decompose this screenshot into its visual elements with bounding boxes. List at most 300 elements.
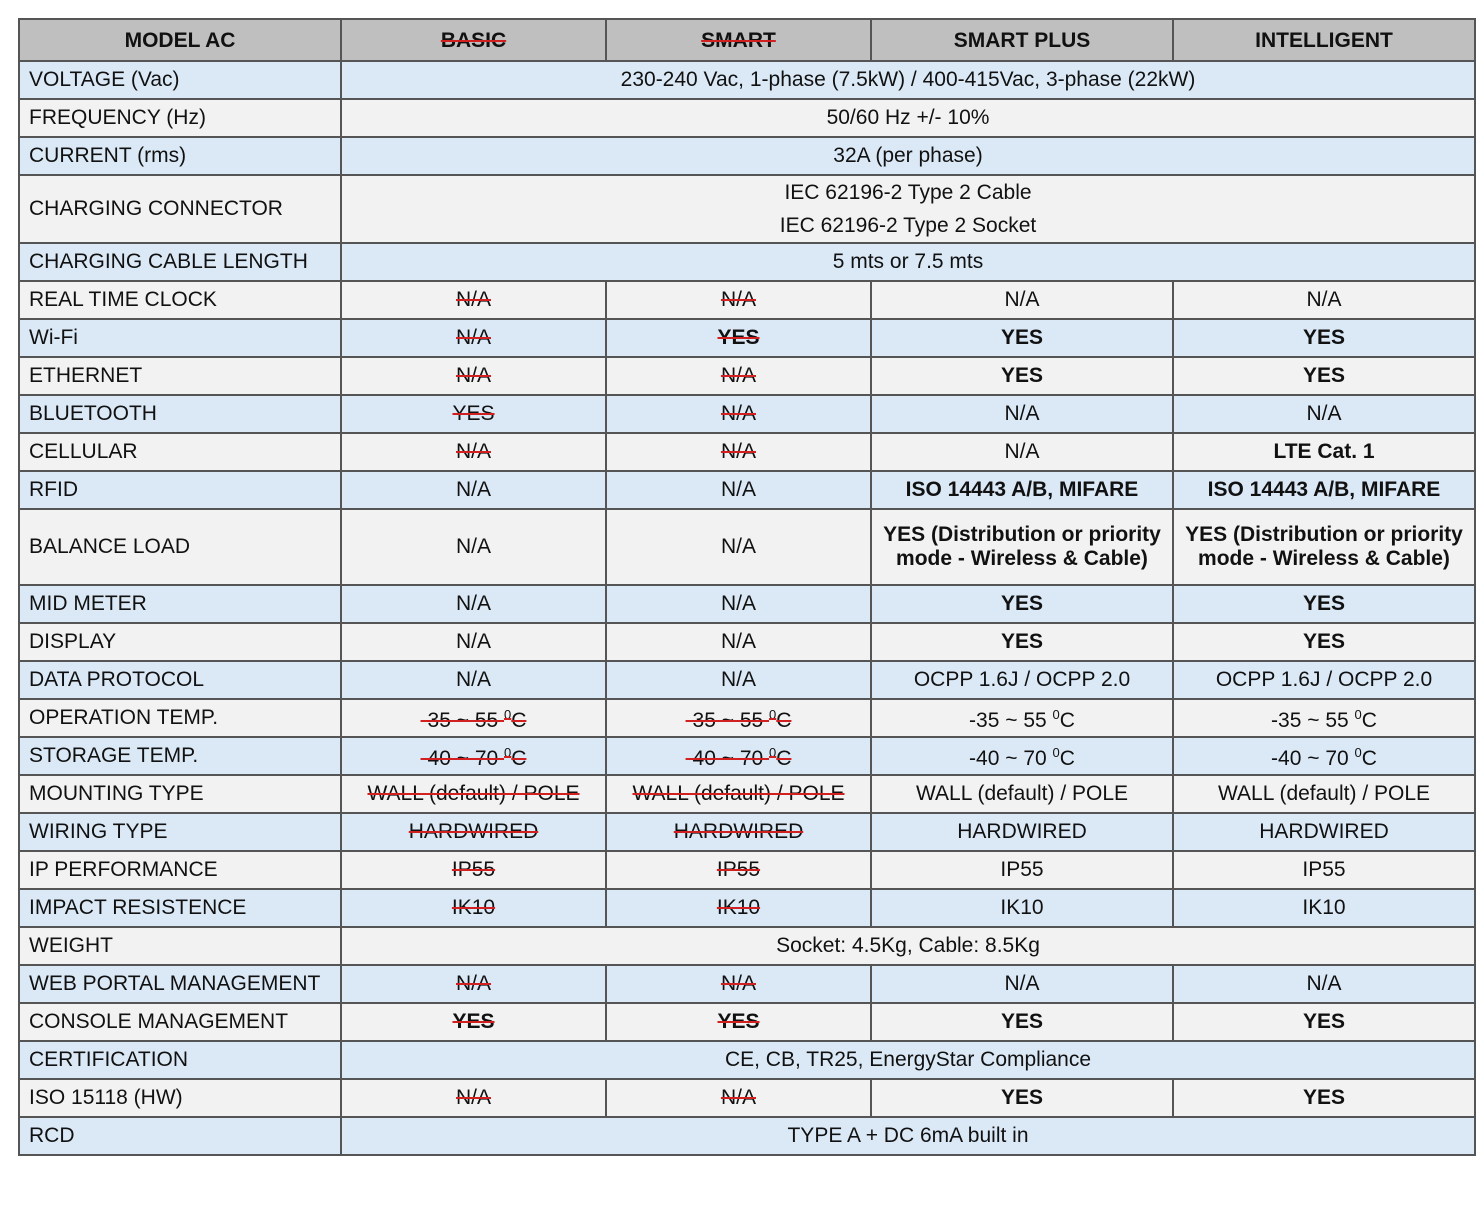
row-label: OPERATION TEMP. bbox=[19, 699, 341, 737]
value-text: -35 ~ 55 bbox=[969, 709, 1053, 732]
cell-smart-plus bbox=[871, 509, 1173, 585]
row-label: CURRENT (rms) bbox=[19, 137, 341, 175]
value-text: N/A bbox=[1004, 440, 1040, 463]
merged-value-cell: 32A (per phase) bbox=[341, 137, 1475, 175]
cell-value bbox=[1004, 288, 1039, 311]
value-text: HARDWIRED bbox=[1259, 820, 1389, 843]
cell-value bbox=[1004, 972, 1039, 995]
cell-smart-plus bbox=[871, 395, 1173, 433]
value-text: IP55 bbox=[716, 858, 761, 881]
cell-value bbox=[1306, 288, 1341, 311]
cell-basic bbox=[341, 1079, 606, 1117]
value-text: N/A bbox=[455, 668, 491, 691]
cell-value bbox=[717, 1010, 759, 1033]
cell-basic bbox=[341, 281, 606, 319]
cell-smart bbox=[606, 661, 871, 699]
cell-intelligent bbox=[1173, 851, 1475, 889]
row-label: STORAGE TEMP. bbox=[19, 737, 341, 775]
row-label: IP PERFORMANCE bbox=[19, 851, 341, 889]
value-text: N/A bbox=[455, 1086, 491, 1109]
cell-value bbox=[1000, 858, 1043, 881]
cell-value bbox=[957, 820, 1087, 843]
row-label: WIRING TYPE bbox=[19, 813, 341, 851]
value-text: LTE Cat. 1 bbox=[1273, 440, 1375, 463]
cell-value bbox=[1000, 896, 1043, 919]
degree-sup: 0 bbox=[1354, 707, 1362, 722]
value-text: -40 ~ 70 bbox=[685, 747, 770, 770]
degree-sup: 0 bbox=[769, 745, 777, 760]
table-row bbox=[19, 1003, 1475, 1041]
cell-value bbox=[1185, 523, 1463, 570]
value-text: HARDWIRED bbox=[408, 820, 539, 843]
merged-value-cell: Socket: 4.5Kg, Cable: 8.5Kg bbox=[341, 927, 1475, 965]
table-row bbox=[19, 1079, 1475, 1117]
degree-sup: 0 bbox=[1052, 707, 1060, 722]
value-text: IK10 bbox=[1000, 896, 1044, 919]
cell-smart bbox=[606, 1003, 871, 1041]
cell-intelligent bbox=[1173, 1079, 1475, 1117]
cell-intelligent bbox=[1173, 433, 1475, 471]
degree-sup: 0 bbox=[504, 745, 512, 760]
row-label: WEB PORTAL MANAGEMENT bbox=[19, 965, 341, 1003]
cell-smart bbox=[606, 623, 871, 661]
cell-smart-plus bbox=[871, 737, 1173, 775]
unit-text: C bbox=[1059, 747, 1075, 770]
cell-intelligent bbox=[1173, 813, 1475, 851]
cell-value bbox=[1306, 402, 1341, 425]
cell-basic bbox=[341, 699, 606, 737]
value-text: YES bbox=[452, 1010, 495, 1033]
cell-value bbox=[674, 820, 804, 843]
value-text: N/A bbox=[1306, 402, 1342, 425]
table-row bbox=[19, 965, 1475, 1003]
cell-value bbox=[456, 535, 491, 558]
cell-value bbox=[721, 972, 756, 995]
value-text: YES bbox=[1000, 364, 1044, 387]
row-label: CELLULAR bbox=[19, 433, 341, 471]
cell-basic bbox=[341, 509, 606, 585]
table-row bbox=[19, 281, 1475, 319]
value-text: N/A bbox=[455, 326, 491, 349]
cell-value bbox=[456, 668, 491, 691]
cell-value bbox=[1001, 630, 1043, 653]
degree-sup: 0 bbox=[1354, 745, 1362, 760]
value-text: YES bbox=[1000, 1010, 1044, 1033]
value-text: N/A bbox=[720, 478, 756, 501]
header-smart-plus: SMART PLUS bbox=[871, 19, 1173, 61]
value-text: WALL (default) / POLE bbox=[367, 782, 580, 805]
row-label: RCD bbox=[19, 1117, 341, 1155]
value-text: N/A bbox=[720, 535, 756, 558]
table-row bbox=[19, 813, 1475, 851]
value-text: ISO 14443 A/B, MIFARE bbox=[1207, 478, 1441, 501]
row-label: VOLTAGE (Vac) bbox=[19, 61, 341, 99]
value-text: N/A bbox=[1004, 402, 1040, 425]
table-row bbox=[19, 243, 1475, 281]
cell-value bbox=[916, 782, 1128, 805]
table-row bbox=[19, 61, 1475, 99]
cell-value bbox=[686, 747, 792, 770]
cell-value bbox=[1303, 1086, 1345, 1109]
cell-smart-plus bbox=[871, 585, 1173, 623]
row-label: Wi-Fi bbox=[19, 319, 341, 357]
row-label: DATA PROTOCOL bbox=[19, 661, 341, 699]
cell-smart-plus bbox=[871, 661, 1173, 699]
cell-basic bbox=[341, 585, 606, 623]
cell-value bbox=[717, 858, 760, 881]
cell-value bbox=[1218, 782, 1430, 805]
value-text: N/A bbox=[455, 364, 491, 387]
cell-basic bbox=[341, 1003, 606, 1041]
cell-basic bbox=[341, 357, 606, 395]
cell-value bbox=[452, 896, 495, 919]
table-row bbox=[19, 775, 1475, 813]
table-body bbox=[19, 61, 1475, 1155]
table-row bbox=[19, 699, 1475, 737]
cell-value bbox=[1306, 972, 1341, 995]
value-text: IK10 bbox=[451, 896, 496, 919]
cell-smart bbox=[606, 395, 871, 433]
value-text: N/A bbox=[455, 592, 491, 615]
cell-value bbox=[721, 288, 756, 311]
cell-smart-plus bbox=[871, 471, 1173, 509]
table-row bbox=[19, 137, 1475, 175]
value-text: YES bbox=[452, 402, 495, 425]
table-row bbox=[19, 1117, 1475, 1155]
merged-value-cell: 230-240 Vac, 1-phase (7.5kW) / 400-415Vac, 3-phase (22kW) bbox=[341, 61, 1475, 99]
header-model: MODEL AC bbox=[19, 19, 341, 61]
cell-smart-plus bbox=[871, 281, 1173, 319]
cell-basic bbox=[341, 851, 606, 889]
value-text: N/A bbox=[720, 592, 756, 615]
cell-basic bbox=[341, 737, 606, 775]
cell-value bbox=[632, 782, 844, 805]
row-label: BLUETOOTH bbox=[19, 395, 341, 433]
cell-basic bbox=[341, 319, 606, 357]
row-label: MID METER bbox=[19, 585, 341, 623]
cell-basic bbox=[341, 471, 606, 509]
cell-value bbox=[1273, 440, 1374, 463]
table-row bbox=[19, 509, 1475, 585]
unit-text: C bbox=[776, 709, 792, 732]
value-text: N/A bbox=[720, 1086, 756, 1109]
value-text: N/A bbox=[455, 440, 491, 463]
row-label: CHARGING CONNECTOR bbox=[19, 175, 341, 243]
cell-value bbox=[1001, 1010, 1043, 1033]
cell-value bbox=[1216, 668, 1432, 691]
value-text: OCPP 1.6J / OCPP 2.0 bbox=[1215, 668, 1433, 691]
merged-value-cell bbox=[341, 175, 1475, 243]
unit-text: C bbox=[1361, 747, 1377, 770]
value-text: ISO 14443 A/B, MIFARE bbox=[905, 478, 1139, 501]
table-row bbox=[19, 737, 1475, 775]
value-text: -40 ~ 70 bbox=[969, 747, 1053, 770]
unit-text: C bbox=[511, 747, 527, 770]
merged-value-cell: CE, CB, TR25, EnergyStar Compliance bbox=[341, 1041, 1475, 1079]
table-row bbox=[19, 1041, 1475, 1079]
cell-smart bbox=[606, 585, 871, 623]
cell-value bbox=[721, 1086, 756, 1109]
cell-intelligent bbox=[1173, 471, 1475, 509]
value-text: HARDWIRED bbox=[957, 820, 1087, 843]
cell-basic bbox=[341, 813, 606, 851]
cell-value bbox=[421, 747, 527, 770]
cell-value bbox=[1259, 820, 1389, 843]
cell-smart-plus bbox=[871, 965, 1173, 1003]
degree-sup: 0 bbox=[504, 707, 512, 722]
degree-sup: 0 bbox=[1052, 745, 1060, 760]
header-row bbox=[19, 19, 1475, 61]
cell-value bbox=[721, 440, 756, 463]
cell-value bbox=[721, 630, 756, 653]
cell-intelligent bbox=[1173, 889, 1475, 927]
value-text: N/A bbox=[1004, 288, 1040, 311]
cell-value bbox=[717, 326, 759, 349]
row-label: ISO 15118 (HW) bbox=[19, 1079, 341, 1117]
cell-basic bbox=[341, 965, 606, 1003]
cell-smart bbox=[606, 1079, 871, 1117]
header-smart: SMART bbox=[606, 19, 871, 61]
value-text: WALL (default) / POLE bbox=[915, 782, 1129, 805]
cell-value bbox=[1302, 896, 1345, 919]
cell-value bbox=[456, 478, 491, 501]
degree-sup: 0 bbox=[769, 707, 777, 722]
cell-smart bbox=[606, 699, 871, 737]
value-text: N/A bbox=[720, 668, 756, 691]
value-text: N/A bbox=[1306, 288, 1342, 311]
cell-smart-plus bbox=[871, 813, 1173, 851]
cell-smart-plus bbox=[871, 851, 1173, 889]
row-label: BALANCE LOAD bbox=[19, 509, 341, 585]
cell-value bbox=[883, 523, 1161, 570]
table-row bbox=[19, 395, 1475, 433]
unit-text: C bbox=[1059, 709, 1075, 732]
value-text: -40 ~ 70 bbox=[1271, 747, 1355, 770]
merged-value-cell: 50/60 Hz +/- 10% bbox=[341, 99, 1475, 137]
row-label: CHARGING CABLE LENGTH bbox=[19, 243, 341, 281]
row-label: IMPACT RESISTENCE bbox=[19, 889, 341, 927]
table-row bbox=[19, 889, 1475, 927]
cell-smart bbox=[606, 509, 871, 585]
cell-value bbox=[1001, 592, 1043, 615]
value-text: N/A bbox=[455, 630, 491, 653]
value-text: YES (Distribution or priority mode - Wireless & Cable) bbox=[883, 523, 1161, 570]
cell-smart bbox=[606, 737, 871, 775]
cell-smart bbox=[606, 813, 871, 851]
cell-smart bbox=[606, 889, 871, 927]
cell-value bbox=[452, 402, 494, 425]
cell-basic bbox=[341, 661, 606, 699]
value-text: N/A bbox=[1004, 972, 1040, 995]
cell-smart-plus bbox=[871, 433, 1173, 471]
cell-value bbox=[421, 709, 527, 732]
cell-value bbox=[1303, 364, 1345, 387]
cell-smart bbox=[606, 851, 871, 889]
cell-value bbox=[721, 535, 756, 558]
row-label: DISPLAY bbox=[19, 623, 341, 661]
cell-value bbox=[721, 478, 756, 501]
cell-intelligent bbox=[1173, 737, 1475, 775]
cell-value bbox=[1208, 478, 1441, 501]
cell-value bbox=[456, 630, 491, 653]
cell-value bbox=[456, 364, 491, 387]
table-row bbox=[19, 471, 1475, 509]
table-row bbox=[19, 661, 1475, 699]
value-text: N/A bbox=[455, 972, 491, 995]
merged-value-cell: 5 mts or 7.5 mts bbox=[341, 243, 1475, 281]
cell-value bbox=[1271, 747, 1377, 770]
cell-smart-plus bbox=[871, 1079, 1173, 1117]
cell-smart-plus bbox=[871, 357, 1173, 395]
cell-intelligent bbox=[1173, 623, 1475, 661]
cell-value bbox=[1303, 630, 1345, 653]
value-text: YES bbox=[1302, 326, 1346, 349]
row-label: REAL TIME CLOCK bbox=[19, 281, 341, 319]
cell-value bbox=[1271, 709, 1377, 732]
value-line: IEC 62196-2 Type 2 Cable bbox=[784, 181, 1032, 204]
cell-value bbox=[1302, 858, 1345, 881]
value-text: IP55 bbox=[1302, 858, 1346, 881]
value-text: N/A bbox=[1306, 972, 1342, 995]
header-basic: BASIC bbox=[341, 19, 606, 61]
cell-basic bbox=[341, 889, 606, 927]
cell-smart-plus bbox=[871, 889, 1173, 927]
cell-value bbox=[1001, 1086, 1043, 1109]
unit-text: C bbox=[776, 747, 792, 770]
cell-value bbox=[721, 668, 756, 691]
cell-intelligent bbox=[1173, 661, 1475, 699]
header-intelligent: INTELLIGENT bbox=[1173, 19, 1475, 61]
cell-basic bbox=[341, 395, 606, 433]
cell-value bbox=[721, 364, 756, 387]
value-text: IP55 bbox=[1000, 858, 1044, 881]
spec-table bbox=[18, 18, 1476, 1156]
cell-smart-plus bbox=[871, 1003, 1173, 1041]
value-text: N/A bbox=[720, 402, 756, 425]
cell-value bbox=[452, 858, 495, 881]
row-label: FREQUENCY (Hz) bbox=[19, 99, 341, 137]
cell-intelligent bbox=[1173, 281, 1475, 319]
cell-value bbox=[1004, 440, 1039, 463]
cell-intelligent bbox=[1173, 509, 1475, 585]
cell-value bbox=[721, 592, 756, 615]
value-text: N/A bbox=[720, 364, 756, 387]
table-row bbox=[19, 319, 1475, 357]
cell-value bbox=[914, 668, 1130, 691]
value-text: N/A bbox=[720, 972, 756, 995]
cell-value bbox=[1001, 326, 1043, 349]
value-text: YES bbox=[1302, 364, 1346, 387]
value-text: WALL (default) / POLE bbox=[632, 782, 845, 805]
table-row bbox=[19, 99, 1475, 137]
value-text: N/A bbox=[455, 478, 491, 501]
row-label: WEIGHT bbox=[19, 927, 341, 965]
value-text: YES bbox=[1000, 592, 1044, 615]
cell-smart bbox=[606, 281, 871, 319]
cell-smart bbox=[606, 433, 871, 471]
cell-value bbox=[717, 896, 760, 919]
value-text: N/A bbox=[455, 288, 491, 311]
value-text: -40 ~ 70 bbox=[420, 747, 505, 770]
cell-value bbox=[367, 782, 579, 805]
value-text: -35 ~ 55 bbox=[685, 709, 770, 732]
cell-value bbox=[456, 288, 491, 311]
unit-text: C bbox=[1361, 709, 1377, 732]
cell-intelligent bbox=[1173, 775, 1475, 813]
value-text: IP55 bbox=[451, 858, 496, 881]
value-text: YES bbox=[1302, 630, 1346, 653]
cell-smart-plus bbox=[871, 775, 1173, 813]
cell-basic bbox=[341, 623, 606, 661]
cell-value bbox=[1303, 1010, 1345, 1033]
value-text: -35 ~ 55 bbox=[420, 709, 505, 732]
table-row bbox=[19, 357, 1475, 395]
cell-smart-plus bbox=[871, 319, 1173, 357]
cell-smart-plus bbox=[871, 699, 1173, 737]
value-text: WALL (default) / POLE bbox=[1217, 782, 1431, 805]
cell-value bbox=[409, 820, 539, 843]
value-text: YES (Distribution or priority mode - Wireless & Cable) bbox=[1185, 523, 1463, 570]
cell-value bbox=[456, 592, 491, 615]
unit-text: C bbox=[511, 709, 527, 732]
table-row bbox=[19, 585, 1475, 623]
cell-value bbox=[969, 709, 1075, 732]
value-text: YES bbox=[717, 326, 760, 349]
cell-smart bbox=[606, 471, 871, 509]
cell-smart bbox=[606, 965, 871, 1003]
cell-value bbox=[1303, 326, 1345, 349]
cell-basic bbox=[341, 775, 606, 813]
row-label: RFID bbox=[19, 471, 341, 509]
value-text: HARDWIRED bbox=[673, 820, 804, 843]
value-text: N/A bbox=[720, 440, 756, 463]
table-row bbox=[19, 851, 1475, 889]
value-text: YES bbox=[1302, 1086, 1346, 1109]
merged-value-cell: TYPE A + DC 6mA built in bbox=[341, 1117, 1475, 1155]
value-text: YES bbox=[1000, 326, 1044, 349]
value-text: YES bbox=[717, 1010, 760, 1033]
value-text: YES bbox=[1302, 592, 1346, 615]
cell-smart bbox=[606, 775, 871, 813]
cell-value bbox=[456, 326, 491, 349]
cell-value bbox=[686, 709, 792, 732]
cell-value bbox=[456, 1086, 491, 1109]
cell-value bbox=[1303, 592, 1345, 615]
cell-value bbox=[906, 478, 1139, 501]
cell-smart bbox=[606, 357, 871, 395]
cell-intelligent bbox=[1173, 319, 1475, 357]
table-row bbox=[19, 175, 1475, 243]
cell-value bbox=[1004, 402, 1039, 425]
cell-intelligent bbox=[1173, 1003, 1475, 1041]
cell-value bbox=[452, 1010, 494, 1033]
value-text: N/A bbox=[455, 535, 491, 558]
cell-value bbox=[969, 747, 1075, 770]
cell-intelligent bbox=[1173, 395, 1475, 433]
value-line: IEC 62196-2 Type 2 Socket bbox=[779, 214, 1037, 237]
cell-smart-plus bbox=[871, 623, 1173, 661]
value-text: IK10 bbox=[716, 896, 761, 919]
cell-value bbox=[456, 972, 491, 995]
value-text: N/A bbox=[720, 630, 756, 653]
value-text: IK10 bbox=[1302, 896, 1346, 919]
cell-smart bbox=[606, 319, 871, 357]
cell-intelligent bbox=[1173, 357, 1475, 395]
cell-value bbox=[456, 440, 491, 463]
table-row bbox=[19, 433, 1475, 471]
value-text: YES bbox=[1302, 1010, 1346, 1033]
value-text: OCPP 1.6J / OCPP 2.0 bbox=[913, 668, 1131, 691]
